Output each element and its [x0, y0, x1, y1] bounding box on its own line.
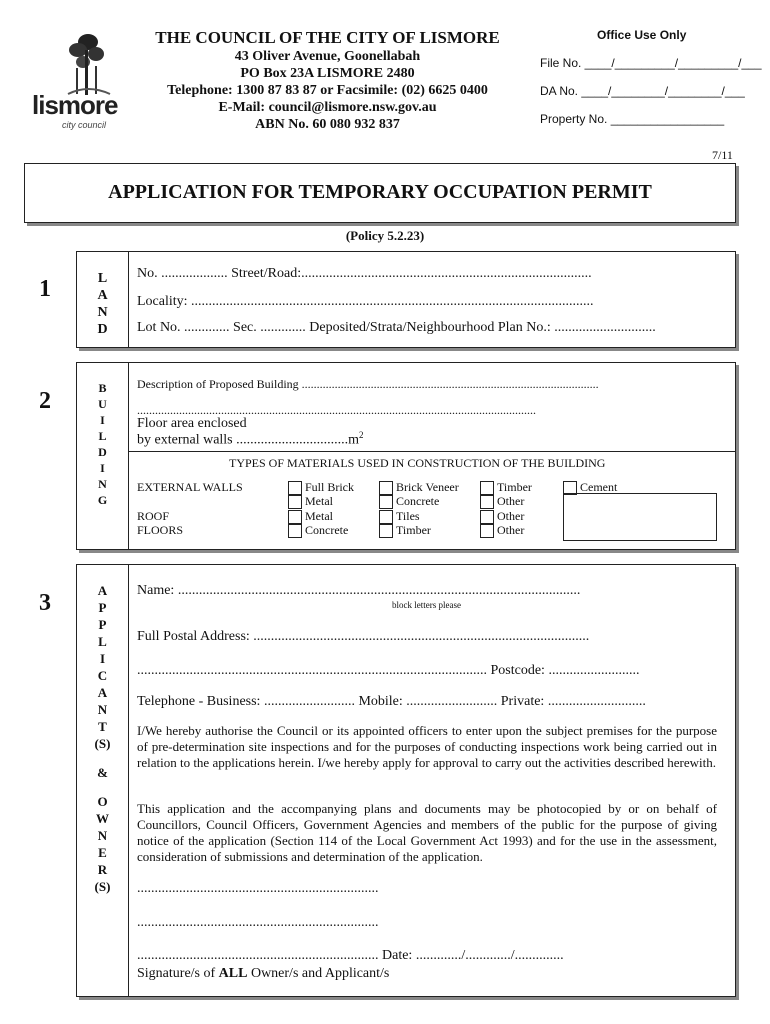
page-title: APPLICATION FOR TEMPORARY OCCUPATION PERMIT: [108, 181, 652, 203]
option-tiles: Tiles: [396, 509, 420, 523]
phone-line: Telephone: 1300 87 83 87 or Facsimile: (02) 6625 0400: [167, 83, 488, 98]
option-other-roof: Other: [497, 509, 525, 523]
title-box: [24, 163, 736, 223]
option-timber-floor: Timber: [396, 523, 431, 537]
property-no-field[interactable]: Property No. _________________: [540, 112, 725, 126]
street-field[interactable]: No. ................... Street/Road:...................................................................................: [137, 266, 592, 281]
option-other-walls: Other: [497, 494, 525, 508]
signature-caption: Signature/s of ALL Owner/s and Applicant/s: [137, 966, 390, 981]
signature-date-line[interactable]: ..................................................................... Date: ............./............./..............: [137, 948, 564, 963]
name-field[interactable]: Name: ...................................................................................................................: [137, 583, 581, 598]
section3-label: A P P L I C A N T (S) & O W N E R (S): [77, 565, 129, 996]
signature-line-1[interactable]: .....................................................................: [137, 881, 379, 896]
locality-field[interactable]: Locality: ...................................................................................................................: [137, 294, 594, 309]
checkbox-concrete-floor[interactable]: [288, 524, 302, 538]
authorisation-paragraph: I/We hereby authorise the Council or its appointed officers to enter upon the subject premises for the purpose of pre-determination site inspections and for the purposes of conducting inspections work being carried out in relation to the applications herein. I/we hereby apply for approval to carry out the activities described herewith.: [137, 723, 717, 770]
lot-field[interactable]: Lot No. ............. Sec. ............. Deposited/Strata/Neighbourhood Plan No.: .............................: [137, 320, 656, 335]
council-name: THE COUNCIL OF THE CITY OF LISMORE: [155, 28, 500, 47]
address-line2: PO Box 23A LISMORE 2480: [240, 66, 415, 81]
office-use-title: Office Use Only: [597, 28, 687, 42]
option-metal-roof: Metal: [305, 509, 333, 523]
lismore-logo: [28, 28, 128, 133]
email-line: E-Mail: council@lismore.nsw.gov.au: [218, 100, 437, 115]
telephone-field[interactable]: Telephone - Business: .......................... Mobile: .......................... Private: ............................: [137, 694, 646, 709]
other-materials-box[interactable]: [563, 493, 717, 541]
logo-sub-text: city council: [62, 120, 107, 130]
option-concrete-walls: Concrete: [396, 494, 440, 508]
checkbox-timber-walls[interactable]: [480, 481, 494, 495]
checkbox-other-floor[interactable]: [480, 524, 494, 538]
option-other-floor: Other: [497, 523, 525, 537]
section2-number: 2: [39, 388, 51, 414]
section2-label: B U I L D I N G: [77, 363, 129, 549]
form-code: 7/11: [712, 148, 733, 162]
section1-number: 1: [39, 276, 51, 302]
row-roof: ROOF: [137, 509, 170, 523]
option-metal-walls: Metal: [305, 494, 333, 508]
checkbox-full-brick[interactable]: [288, 481, 302, 495]
logo-main-text: lismore: [32, 90, 118, 120]
option-brick-veneer: Brick Veneer: [396, 480, 459, 494]
address-line1: 43 Oliver Avenue, Goonellabah: [234, 49, 421, 64]
materials-title: TYPES OF MATERIALS USED IN CONSTRUCTION OF THE BUILDING: [229, 456, 606, 470]
floor-area-field[interactable]: by external walls $................................m^2$: [137, 430, 364, 448]
description-field[interactable]: Description of Proposed Building ...................................................................................................: [137, 377, 599, 391]
section1-land: [76, 251, 736, 348]
checkbox-metal-walls[interactable]: [288, 495, 302, 509]
photocopy-paragraph: This application and the accompanying plans and documents may be photocopied by or on behalf of Councillors, Council Officers, Government Agencies and members of the public for the purpose of giving notice of the application (Section 114 of the Local Government Act 1993) and for the use in the assessment, consideration of submissions and determination of the application.: [137, 801, 717, 864]
checkbox-other-walls[interactable]: [480, 495, 494, 509]
block-letters-hint: block letters please: [392, 600, 461, 610]
checkbox-other-roof[interactable]: [480, 510, 494, 524]
file-no-field[interactable]: File No. ____/_________/_________/___: [540, 56, 762, 70]
checkbox-concrete-walls[interactable]: [379, 495, 393, 509]
option-timber-walls: Timber: [497, 480, 532, 494]
section2-building: [76, 362, 736, 550]
checkbox-tiles[interactable]: [379, 510, 393, 524]
description-line2[interactable]: .....................................................................................................................................: [137, 403, 536, 417]
tree-icon: [28, 28, 128, 98]
postcode-field[interactable]: .................................................................................................... Postcode: ..........................: [137, 663, 640, 678]
checkbox-brick-veneer[interactable]: [379, 481, 393, 495]
option-concrete-floor: Concrete: [305, 523, 349, 537]
materials-divider: [129, 451, 735, 452]
section1-label: L A N D: [77, 252, 129, 347]
abn-line: ABN No. 60 080 932 837: [255, 117, 400, 132]
postal-address-field[interactable]: Full Postal Address: ................................................................................................: [137, 629, 590, 644]
option-full-brick: Full Brick: [305, 480, 355, 494]
floor-area-label: Floor area enclosed: [137, 416, 247, 431]
da-no-field[interactable]: DA No. ____/________/________/___: [540, 84, 745, 98]
section3-applicant: [76, 564, 736, 997]
row-floors: FLOORS: [137, 523, 184, 537]
section3-number: 3: [39, 590, 51, 616]
checkbox-metal-roof[interactable]: [288, 510, 302, 524]
option-cement: Cement: [580, 480, 618, 494]
policy-ref: (Policy 5.2.23): [345, 228, 425, 243]
row-external-walls: EXTERNAL WALLS: [137, 480, 243, 494]
signature-line-2[interactable]: .....................................................................: [137, 915, 379, 930]
checkbox-timber-floor[interactable]: [379, 524, 393, 538]
